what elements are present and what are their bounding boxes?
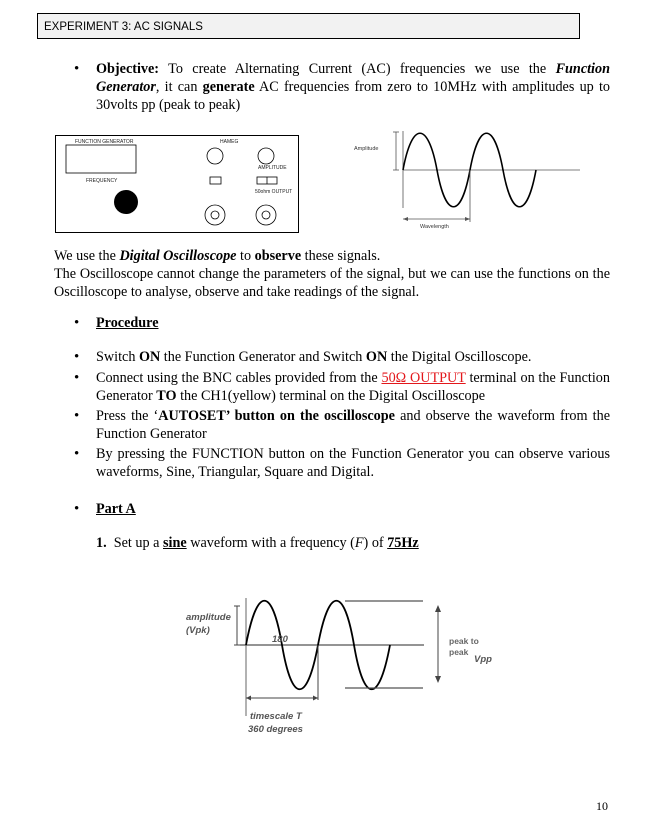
step1-text-1: Switch: [96, 349, 139, 365]
function-generator-figure: [55, 135, 299, 233]
fg-switch-1: [210, 177, 221, 184]
step2-text-3: the CH1(yellow) terminal on the Digital Oscilloscope: [176, 388, 486, 404]
intro-text-1: We use the: [54, 248, 120, 264]
generate-term: generate: [202, 79, 255, 95]
sine-measurement-figure: [180, 576, 510, 738]
procedure-step-4: [74, 445, 610, 481]
step2-to: TO: [156, 388, 177, 404]
fg-knob-1: [207, 148, 223, 164]
bullet-icon: •: [74, 370, 80, 386]
peak-label: peak: [449, 647, 469, 657]
page-number: 10: [596, 799, 608, 813]
bottom-vpk-label: (Vpk): [186, 625, 210, 636]
bullet-icon: •: [74, 315, 80, 331]
frequency-value: 75Hz: [387, 535, 419, 551]
output-terminal-term: 50Ω OUTPUT: [381, 370, 466, 386]
procedure-heading-bullet: [74, 314, 610, 332]
objective-paragraph: [96, 60, 610, 114]
header-title: EXPERIMENT 3: AC SIGNALS: [44, 21, 203, 33]
part-a-text-3: ) of: [363, 535, 388, 551]
intro-text-3: these signals.: [301, 248, 381, 264]
part-a-heading: Part A: [96, 501, 136, 517]
fg-frequency-label: FREQUENCY: [86, 178, 118, 184]
step2-text-1: Connect using the BNC cables provided from the: [96, 370, 382, 386]
objective-label: Objective:: [96, 61, 160, 77]
objective-text-2: , it can: [155, 79, 203, 95]
step4-text: By pressing the FUNCTION button on the Function Generator you can observe various waveforms, Sine, Triangular, Square and Digital.: [96, 446, 610, 480]
degrees-360-label: 360 degrees: [248, 724, 303, 735]
procedure-heading: Procedure: [96, 315, 159, 331]
function-generator-term: Function Generator: [96, 61, 610, 95]
step3-text-1: Press the ‘: [96, 408, 159, 424]
step1-on-2: ON: [365, 349, 388, 365]
bottom-amplitude-label: amplitude: [186, 612, 231, 623]
bullet-icon: •: [74, 349, 80, 365]
wave-amplitude-label: Amplitude: [354, 146, 379, 152]
objective-text-3: AC frequencies from zero to 10MHz with amplitudes up to 30volts pp (peak to peak): [96, 79, 610, 113]
wavelength-figure: [340, 126, 610, 236]
bullet-icon: •: [74, 501, 80, 517]
frequency-symbol: F: [354, 535, 364, 551]
frequency-knob: [114, 190, 138, 214]
wave-wavelength-label: Wavelength: [420, 224, 449, 230]
fg-output-label: 50ohm OUTPUT: [255, 189, 293, 195]
procedure-step-1: [74, 348, 610, 366]
peak-to-label: peak to: [449, 636, 479, 646]
intro-text-2: to: [236, 248, 255, 264]
objective-text-1: To create Alternating Current (AC) frequencies we use the: [159, 61, 556, 77]
intro-text-4: The Oscilloscope cannot change the parameters of the signal, but we can use the functions on the Oscilloscope to analyse, observe and take readings of the signal.: [54, 266, 610, 300]
fg-display: [66, 145, 136, 173]
step1-on-1: ON: [138, 349, 161, 365]
procedure-step-2: [74, 369, 610, 405]
step1-text-2: the Function Generator and Switch: [160, 349, 366, 365]
step2-text-2: terminal on the Function Generator: [96, 370, 610, 404]
bullet-icon: •: [74, 61, 80, 77]
part-a-heading-bullet: [74, 500, 610, 518]
fg-brand: HAMEG: [220, 139, 239, 145]
autoset-term: AUTOSET’ button on the oscilloscope: [158, 408, 395, 424]
digital-oscilloscope-term: Digital Oscilloscope: [119, 248, 237, 264]
step3-text-2: and observe the waveform from the Function Generator: [96, 408, 611, 442]
procedure-step-3: [74, 407, 610, 443]
label-180: 180: [272, 634, 288, 645]
bullet-icon: •: [74, 446, 80, 462]
fg-title: FUNCTION GENERATOR: [75, 139, 134, 145]
vpp-label: Vpp: [474, 654, 492, 665]
intro-paragraph: [54, 247, 610, 301]
document-header: [37, 13, 580, 39]
step1-text-3: the Digital Oscilloscope.: [387, 349, 532, 365]
bullet-icon: •: [74, 408, 80, 424]
fg-amplitude-label: AMPLITUDE: [258, 165, 287, 171]
part-a-text-2: waveform with a frequency (: [186, 535, 355, 551]
part-a-step-number: 1.: [96, 535, 107, 551]
objective-bullet: [74, 60, 610, 114]
observe-term: observe: [254, 248, 302, 264]
amplitude-knob: [258, 148, 274, 164]
part-a-text-1: Set up a: [113, 535, 163, 551]
sine-term: sine: [163, 535, 187, 551]
part-a-step-1: [96, 534, 610, 552]
timescale-label: timescale T: [250, 711, 302, 722]
